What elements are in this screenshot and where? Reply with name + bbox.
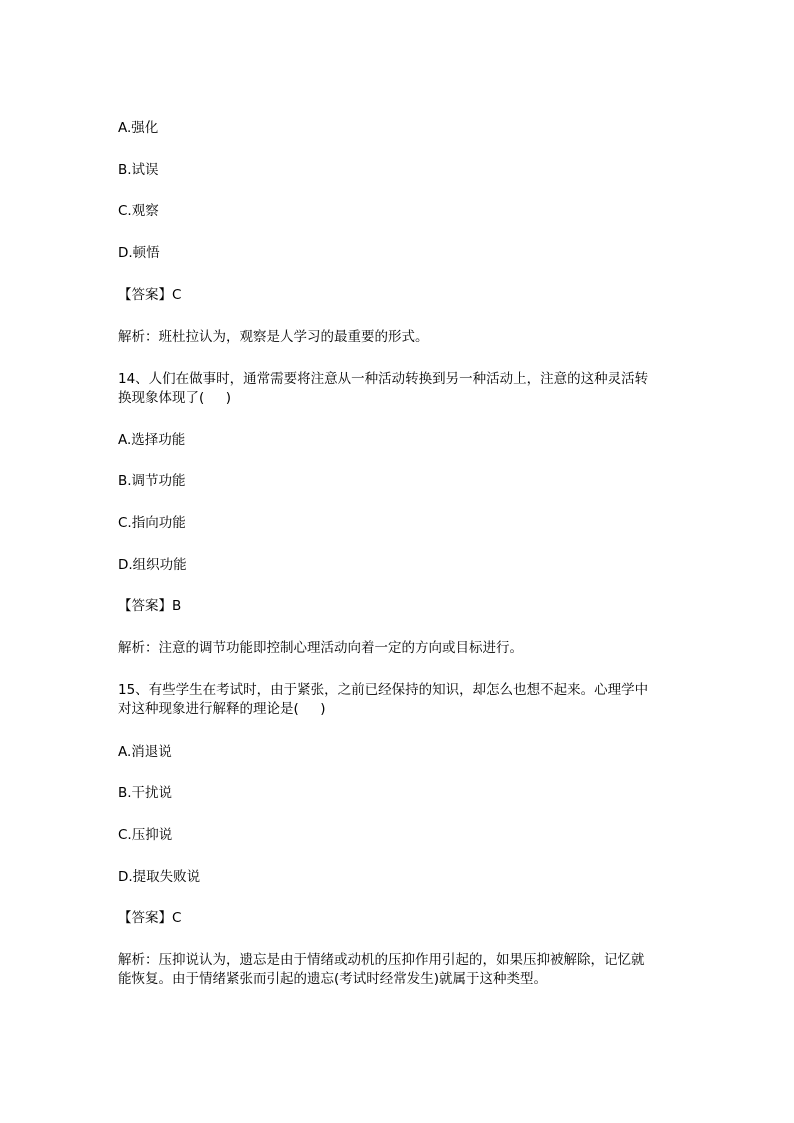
- option-b: B.干扰说: [118, 785, 173, 801]
- question-text: [118, 681, 648, 719]
- question-line: 对这种现象进行解释的理论是( ): [118, 701, 326, 717]
- option-a: A.选择功能: [118, 432, 186, 448]
- option-a: A.消退说: [118, 744, 172, 760]
- analysis-line: 能恢复。由于情绪紧张而引起的遗忘(考试时经常发生)就属于这种类型。: [118, 971, 548, 987]
- question-line: 14、人们在做事时，通常需要将注意从一种活动转换到另一种活动上，注意的这种灵活转: [118, 371, 649, 387]
- option-b: B.调节功能: [118, 473, 186, 489]
- question-line: 换现象体现了( ): [118, 390, 231, 406]
- option-a: A.强化: [118, 120, 159, 136]
- option-d: D.顿悟: [118, 245, 160, 261]
- option-c: C.指向功能: [118, 515, 186, 531]
- question-line: 15、有些学生在考试时，由于紧张，之前已经保持的知识，却怎么也想不起来。心理学中: [118, 682, 649, 698]
- option-c: C.观察: [118, 203, 159, 219]
- option-c: C.压抑说: [118, 827, 173, 843]
- option-d: D.组织功能: [118, 557, 187, 573]
- analysis-line: 解析：注意的调节功能即控制心理活动向着一定的方向或目标进行。: [118, 640, 523, 656]
- analysis-line: 解析：压抑说认为，遗忘是由于情绪或动机的压抑作用引起的，如果压抑被解除，记忆就: [118, 952, 645, 968]
- analysis: [118, 639, 523, 658]
- analysis: [118, 951, 645, 989]
- option-d: D.提取失败说: [118, 869, 201, 885]
- analysis-line: 解析：班杜拉认为，观察是人学习的最重要的形式。: [118, 329, 429, 345]
- question-text: [118, 370, 648, 408]
- answer: 【答案】C: [118, 287, 182, 303]
- answer: 【答案】C: [118, 910, 182, 926]
- answer: 【答案】B: [118, 598, 182, 614]
- option-b: B.试误: [118, 162, 159, 178]
- analysis: [118, 328, 429, 347]
